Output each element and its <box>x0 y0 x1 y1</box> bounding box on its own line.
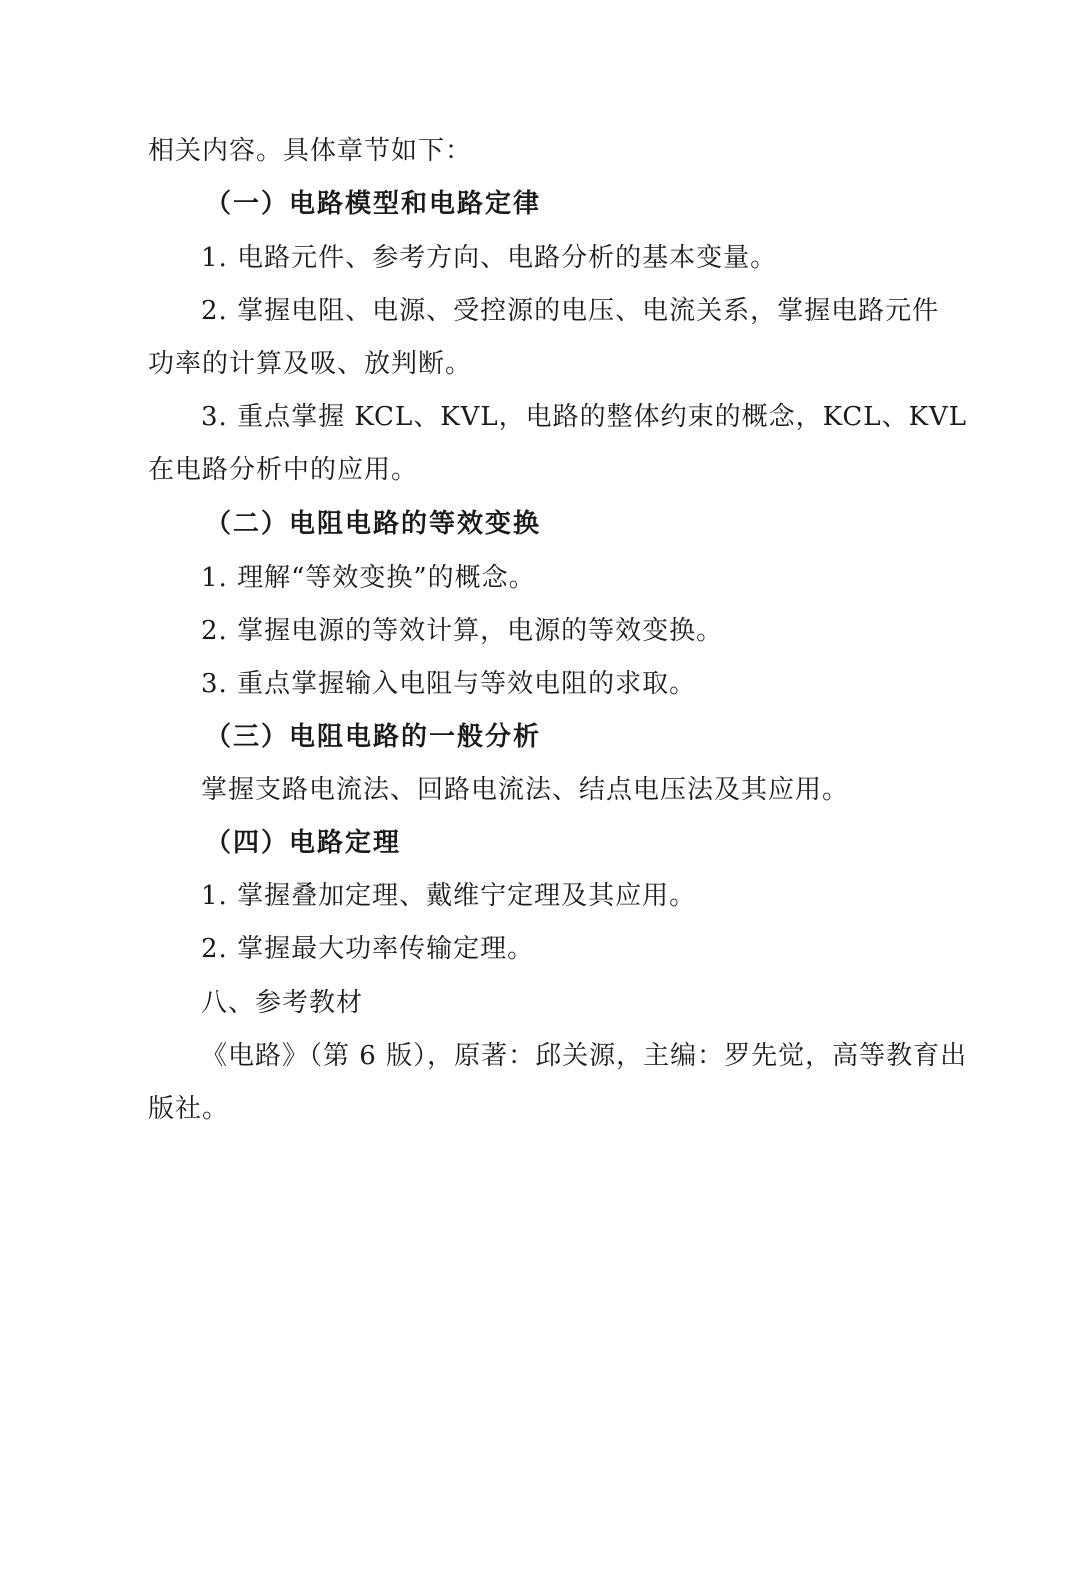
list-item: 3. 重点掌握 KCL、KVL，电路的整体约束的概念，KCL、KVL <box>201 402 968 432</box>
list-item-continuation: 功率的计算及吸、放判断。 <box>148 349 473 379</box>
reference-entry: 《电路》（第 6 版），原著：邱关源，主编：罗先觉，高等教育出 <box>201 1041 968 1071</box>
paragraph: 掌握支路电流法、回路电流法、结点电压法及其应用。 <box>201 775 850 805</box>
list-item: 1. 电路元件、参考方向、电路分析的基本变量。 <box>201 243 778 273</box>
list-item: 1. 掌握叠加定理、戴维宁定理及其应用。 <box>201 881 697 911</box>
chapter-heading: 八、参考教材 <box>201 988 364 1018</box>
paragraph-continuation: 相关内容。具体章节如下： <box>148 136 473 166</box>
section-heading-4: （四）电路定理 <box>205 828 402 858</box>
list-item: 3. 重点掌握输入电阻与等效电阻的求取。 <box>201 669 697 699</box>
list-item: 2. 掌握最大功率传输定理。 <box>201 934 535 964</box>
list-item-continuation: 在电路分析中的应用。 <box>148 455 419 485</box>
section-heading-2: （二）电阻电路的等效变换 <box>205 509 542 539</box>
section-heading-1: （一）电路模型和电路定律 <box>205 189 542 219</box>
reference-entry-continuation: 版社。 <box>148 1094 230 1124</box>
list-item: 2. 掌握电源的等效计算，电源的等效变换。 <box>201 616 724 646</box>
section-heading-3: （三）电阻电路的一般分析 <box>205 722 542 752</box>
list-item: 1. 理解“等效变换”的概念。 <box>201 563 536 593</box>
list-item: 2. 掌握电阻、电源、受控源的电压、电流关系，掌握电路元件 <box>201 296 940 326</box>
